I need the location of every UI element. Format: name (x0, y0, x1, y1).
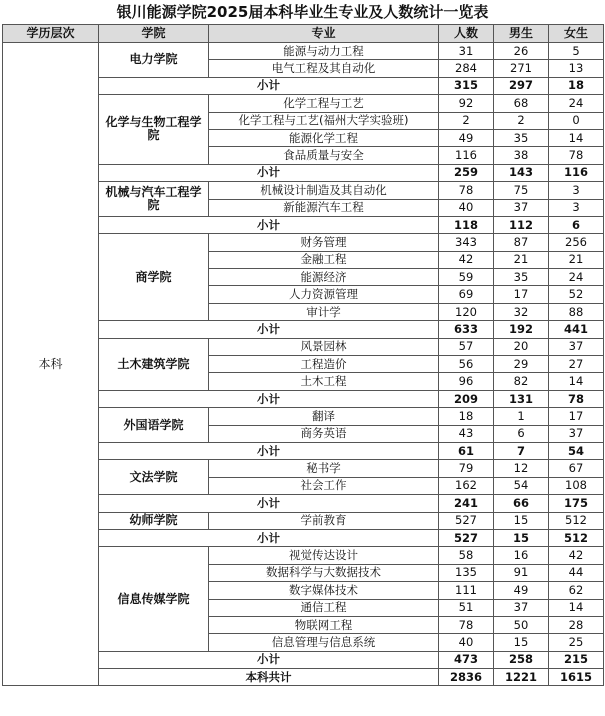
female-cell: 67 (549, 460, 604, 477)
subtotal-total: 61 (439, 442, 494, 459)
level-cell: 本科 (3, 43, 99, 686)
female-cell: 62 (549, 582, 604, 599)
major-cell: 财务管理 (209, 234, 439, 251)
major-cell: 数据科学与大数据技术 (209, 564, 439, 581)
total-cell: 92 (439, 95, 494, 112)
subtotal-male: 112 (494, 216, 549, 233)
major-cell: 能源与动力工程 (209, 43, 439, 60)
statistics-table (2, 24, 604, 686)
total-cell: 78 (439, 616, 494, 633)
school-cell: 外国语学院 (99, 408, 209, 443)
total-cell: 42 (439, 251, 494, 268)
subtotal-female: 6 (549, 216, 604, 233)
subtotal-male: 131 (494, 390, 549, 407)
female-cell: 37 (549, 425, 604, 442)
male-cell: 2 (494, 112, 549, 129)
subtotal-female: 512 (549, 529, 604, 546)
school-cell: 化学与生物工程学院 (99, 95, 209, 165)
female-cell: 14 (549, 373, 604, 390)
female-cell: 17 (549, 408, 604, 425)
male-cell: 87 (494, 234, 549, 251)
header-major: 专业 (209, 25, 439, 43)
subtotal-male: 15 (494, 529, 549, 546)
subtotal-male: 66 (494, 495, 549, 512)
header-male: 男生 (494, 25, 549, 43)
total-cell: 57 (439, 338, 494, 355)
table-row (3, 43, 604, 60)
total-cell: 120 (439, 303, 494, 320)
male-cell: 6 (494, 425, 549, 442)
male-cell: 26 (494, 43, 549, 60)
total-cell: 59 (439, 269, 494, 286)
female-cell: 256 (549, 234, 604, 251)
female-cell: 24 (549, 269, 604, 286)
total-cell: 40 (439, 199, 494, 216)
female-cell: 512 (549, 512, 604, 529)
total-cell: 78 (439, 182, 494, 199)
major-cell: 审计学 (209, 303, 439, 320)
total-cell: 111 (439, 582, 494, 599)
male-cell: 20 (494, 338, 549, 355)
total-cell: 51 (439, 599, 494, 616)
major-cell: 能源经济 (209, 269, 439, 286)
total-cell: 56 (439, 356, 494, 373)
male-cell: 38 (494, 147, 549, 164)
subtotal-total: 315 (439, 77, 494, 94)
male-cell: 15 (494, 634, 549, 651)
female-cell: 25 (549, 634, 604, 651)
female-cell: 88 (549, 303, 604, 320)
school-cell: 机械与汽车工程学院 (99, 182, 209, 217)
subtotal-label: 小计 (99, 164, 439, 181)
total-cell: 18 (439, 408, 494, 425)
major-cell: 物联网工程 (209, 616, 439, 633)
male-cell: 35 (494, 269, 549, 286)
subtotal-label: 小计 (99, 390, 439, 407)
grand-total-male: 1221 (494, 669, 549, 686)
female-cell: 27 (549, 356, 604, 373)
female-cell: 108 (549, 477, 604, 494)
grand-total-total: 2836 (439, 669, 494, 686)
subtotal-total: 473 (439, 651, 494, 668)
major-cell: 机械设计制造及其自动化 (209, 182, 439, 199)
subtotal-total: 259 (439, 164, 494, 181)
major-cell: 化学工程与工艺(福州大学实验班) (209, 112, 439, 129)
male-cell: 75 (494, 182, 549, 199)
subtotal-total: 118 (439, 216, 494, 233)
male-cell: 91 (494, 564, 549, 581)
major-cell: 电气工程及其自动化 (209, 60, 439, 77)
page-title: 银川能源学院2025届本科毕业生专业及人数统计一览表 (116, 3, 489, 21)
school-cell: 信息传媒学院 (99, 547, 209, 651)
subtotal-label: 小计 (99, 77, 439, 94)
major-cell: 视觉传达设计 (209, 547, 439, 564)
total-cell: 69 (439, 286, 494, 303)
major-cell: 风景园林 (209, 338, 439, 355)
major-cell: 能源化学工程 (209, 129, 439, 146)
total-cell: 284 (439, 60, 494, 77)
subtotal-female: 54 (549, 442, 604, 459)
major-cell: 信息管理与信息系统 (209, 634, 439, 651)
major-cell: 秘书学 (209, 460, 439, 477)
female-cell: 5 (549, 43, 604, 60)
total-cell: 31 (439, 43, 494, 60)
subtotal-male: 297 (494, 77, 549, 94)
male-cell: 12 (494, 460, 549, 477)
female-cell: 3 (549, 199, 604, 216)
major-cell: 学前教育 (209, 512, 439, 529)
female-cell: 13 (549, 60, 604, 77)
female-cell: 44 (549, 564, 604, 581)
school-cell: 电力学院 (99, 43, 209, 78)
male-cell: 21 (494, 251, 549, 268)
subtotal-female: 18 (549, 77, 604, 94)
subtotal-male: 7 (494, 442, 549, 459)
male-cell: 17 (494, 286, 549, 303)
male-cell: 16 (494, 547, 549, 564)
female-cell: 24 (549, 95, 604, 112)
major-cell: 化学工程与工艺 (209, 95, 439, 112)
male-cell: 49 (494, 582, 549, 599)
major-cell: 翻译 (209, 408, 439, 425)
subtotal-label: 小计 (99, 529, 439, 546)
grand-total-female: 1615 (549, 669, 604, 686)
male-cell: 82 (494, 373, 549, 390)
subtotal-label: 小计 (99, 442, 439, 459)
total-cell: 79 (439, 460, 494, 477)
major-cell: 土木工程 (209, 373, 439, 390)
subtotal-female: 175 (549, 495, 604, 512)
subtotal-total: 633 (439, 321, 494, 338)
total-cell: 116 (439, 147, 494, 164)
female-cell: 28 (549, 616, 604, 633)
total-cell: 96 (439, 373, 494, 390)
major-cell: 工程造价 (209, 356, 439, 373)
male-cell: 29 (494, 356, 549, 373)
subtotal-total: 209 (439, 390, 494, 407)
total-cell: 527 (439, 512, 494, 529)
major-cell: 食品质量与安全 (209, 147, 439, 164)
major-cell: 数字媒体技术 (209, 582, 439, 599)
subtotal-female: 116 (549, 164, 604, 181)
male-cell: 35 (494, 129, 549, 146)
male-cell: 68 (494, 95, 549, 112)
major-cell: 通信工程 (209, 599, 439, 616)
header-level: 学历层次 (3, 25, 99, 43)
male-cell: 37 (494, 199, 549, 216)
total-cell: 43 (439, 425, 494, 442)
male-cell: 50 (494, 616, 549, 633)
subtotal-label: 小计 (99, 216, 439, 233)
subtotal-male: 192 (494, 321, 549, 338)
major-cell: 金融工程 (209, 251, 439, 268)
total-cell: 343 (439, 234, 494, 251)
header-female: 女生 (549, 25, 604, 43)
header-total: 人数 (439, 25, 494, 43)
female-cell: 37 (549, 338, 604, 355)
school-cell: 土木建筑学院 (99, 338, 209, 390)
male-cell: 15 (494, 512, 549, 529)
male-cell: 1 (494, 408, 549, 425)
total-cell: 135 (439, 564, 494, 581)
subtotal-male: 143 (494, 164, 549, 181)
subtotal-male: 258 (494, 651, 549, 668)
female-cell: 14 (549, 599, 604, 616)
subtotal-total: 241 (439, 495, 494, 512)
table-body (3, 43, 604, 686)
total-cell: 49 (439, 129, 494, 146)
major-cell: 人力资源管理 (209, 286, 439, 303)
female-cell: 14 (549, 129, 604, 146)
school-cell: 文法学院 (99, 460, 209, 495)
total-cell: 2 (439, 112, 494, 129)
female-cell: 78 (549, 147, 604, 164)
major-cell: 新能源汽车工程 (209, 199, 439, 216)
subtotal-female: 215 (549, 651, 604, 668)
school-cell: 商学院 (99, 234, 209, 321)
school-cell: 幼师学院 (99, 512, 209, 529)
header-school: 学院 (99, 25, 209, 43)
major-cell: 商务英语 (209, 425, 439, 442)
female-cell: 52 (549, 286, 604, 303)
header-row (3, 25, 604, 43)
subtotal-label: 小计 (99, 321, 439, 338)
grand-total-label: 本科共计 (99, 669, 439, 686)
male-cell: 271 (494, 60, 549, 77)
subtotal-label: 小计 (99, 651, 439, 668)
female-cell: 3 (549, 182, 604, 199)
subtotal-female: 78 (549, 390, 604, 407)
female-cell: 21 (549, 251, 604, 268)
major-cell: 社会工作 (209, 477, 439, 494)
subtotal-total: 527 (439, 529, 494, 546)
female-cell: 42 (549, 547, 604, 564)
subtotal-female: 441 (549, 321, 604, 338)
male-cell: 32 (494, 303, 549, 320)
subtotal-label: 小计 (99, 495, 439, 512)
total-cell: 58 (439, 547, 494, 564)
total-cell: 40 (439, 634, 494, 651)
male-cell: 37 (494, 599, 549, 616)
total-cell: 162 (439, 477, 494, 494)
male-cell: 54 (494, 477, 549, 494)
female-cell: 0 (549, 112, 604, 129)
